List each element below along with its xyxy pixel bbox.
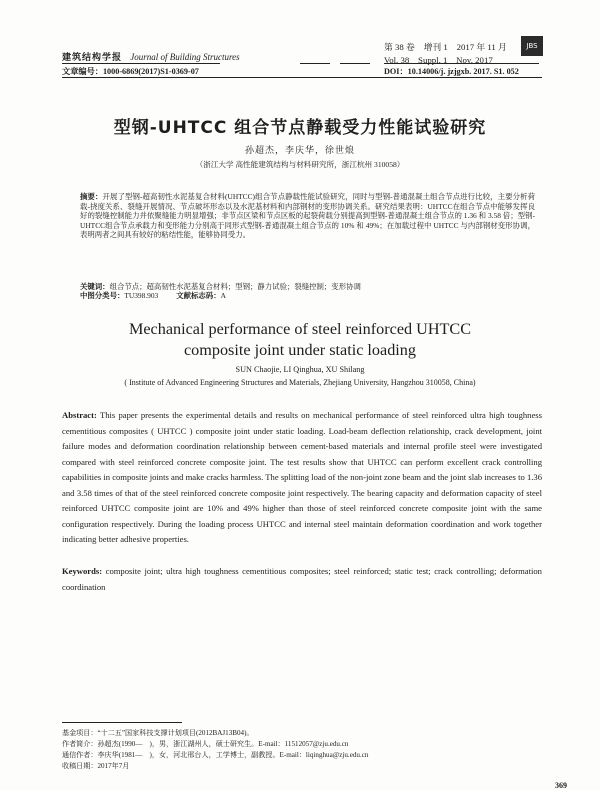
header-rule-mid-2	[340, 63, 370, 64]
page-number: 369	[555, 781, 567, 790]
header-divider	[62, 77, 542, 78]
article-number: 文章编号：1000-6869(2017)S1-0369-07	[62, 67, 199, 76]
affiliation-cn: （浙江大学 高性能建筑结构与材料研究所，浙江杭州 310058）	[195, 160, 405, 169]
keywords-cn-text: 组合节点；超高韧性水泥基复合材料；型钢；静力试验；裂缝控制；变形协调	[109, 282, 361, 291]
footnote-corresponding: 通信作者：李庆华(1981— )，女，河北邢台人，工学博士，副教授。E-mail：liqinghua@zju.edu.cn	[62, 751, 369, 759]
authors-cn: 孙超杰，李庆华，徐世烺	[244, 145, 355, 155]
abstract-en-label: Abstract:	[62, 410, 97, 420]
issue-en: Vol. 38 Suppl. 1 Nov. 2017	[384, 55, 493, 65]
footnote-funding: 基金项目：“十二五”国家科技支撑计划项目(2012BAJ13B04)。	[62, 729, 254, 737]
keywords-en-label: Keywords:	[62, 566, 103, 576]
footnote-received: 收稿日期：2017年7月	[62, 762, 130, 770]
keywords-cn-label: 关键词：	[80, 282, 110, 291]
classification-cn: 中图分类号：TU398.903 文献标志码：A	[80, 291, 226, 300]
abstract-en	[62, 408, 542, 548]
journal-name-cn: 建筑结构学报	[62, 52, 123, 62]
keywords-en-text: composite joint; ultra high toughness cementitious composites; steel reinforced; static test; crack controlling; deformation coordination	[62, 566, 542, 592]
journal-name	[62, 50, 240, 63]
abstract-cn-text: 开展了型钢-超高韧性水泥基复合材料(UHTCC)组合节点静载性能试验研究，同时与型钢-普通混凝土组合节点进行比较，主要分析荷载-挠度关系、裂缝开展情况、节点破坏形态以及水泥基材料和内部钢材的变形协调关系。研究结果表明：UHTCC在组合节点中能够发挥良好的裂缝控制能力并依聚缝能力明显增强；非节点区梁和节点区板的起裂荷载分别提高到型钢-普通混凝土组合节点的 1.36 和 3.58 倍；型钢-UHTCC组合节点承载力和变形能力分别高于同形式型钢-普通混凝土组合节点的 10% 和 49%；在加载过程中 UHTCC 与内部钢材变形协调，表明两者之间具有较好的粘结性能，能够协同受力。	[80, 192, 535, 240]
paper-title-en-line2: composite joint under static loading	[184, 341, 416, 359]
paper-title-cn: 型钢-UHTCC 组合节点静载受力性能试验研究	[113, 118, 487, 138]
abstract-en-text: This paper presents the experimental details and results on mechanical performance of steel reinforced ultra high toughness cementitious composites ( UHTCC ) composite joint under static loading. Load-beam deflection relationship, crack development, joint failure modes and deformation coordination relationship between cement-based materials and internal profile steel were investigated compared with steel reinforced concrete composite joint. The test results show that UHTCC can perform excellent crack controlling capabilities in composite joints and make cracks harmless. The splitting load of the non-joint zone beam and the joint slab increases to 1.36 and 3.58 times of that of the steel reinforced concrete composite joint respectively. The bearing capacity and deformation capacity of steel reinforced UHTCC composite joint are 10% and 49% higher than those of steel reinforced concrete composite joint with the same configuration respectively. During the loading process UHTCC and internal steel maintain deformation coordination and work together indicating better adhesive properties.	[62, 410, 542, 544]
footnote-rule	[62, 722, 182, 723]
header-rule-right	[384, 63, 539, 64]
header-rule-left	[62, 63, 220, 64]
footnote-author: 作者简介：孙超杰(1990— )，男，浙江湖州人，硕士研究生。E-mail：11512057@zju.edu.cn	[62, 740, 349, 748]
document-code: A	[220, 291, 226, 300]
paper-title-en	[0, 319, 600, 361]
header-rule-mid-1	[300, 63, 330, 64]
issue-cn: 第 38 卷 增刊 1 2017 年 11 月	[384, 42, 507, 52]
clc-number: TU398.903	[124, 291, 159, 300]
affiliation-en: ( Institute of Advanced Engineering Structures and Materials, Zhejiang University, Hangzhou 310058, China)	[124, 378, 476, 387]
authors-en: SUN Chaojie, LI Qinghua, XU Shilang	[235, 365, 365, 374]
doi: DOI：10.14006/j. jzjgxb. 2017. S1. 052	[384, 67, 519, 76]
paper-title-en-line1: Mechanical performance of steel reinforced UHTCC	[128, 320, 472, 338]
journal-name-en: Journal of Building Structures	[130, 52, 240, 62]
journal-logo: JBS	[521, 36, 543, 56]
abstract-cn	[80, 192, 535, 240]
keywords-en	[62, 564, 542, 595]
abstract-cn-label: 摘要：	[80, 192, 103, 201]
